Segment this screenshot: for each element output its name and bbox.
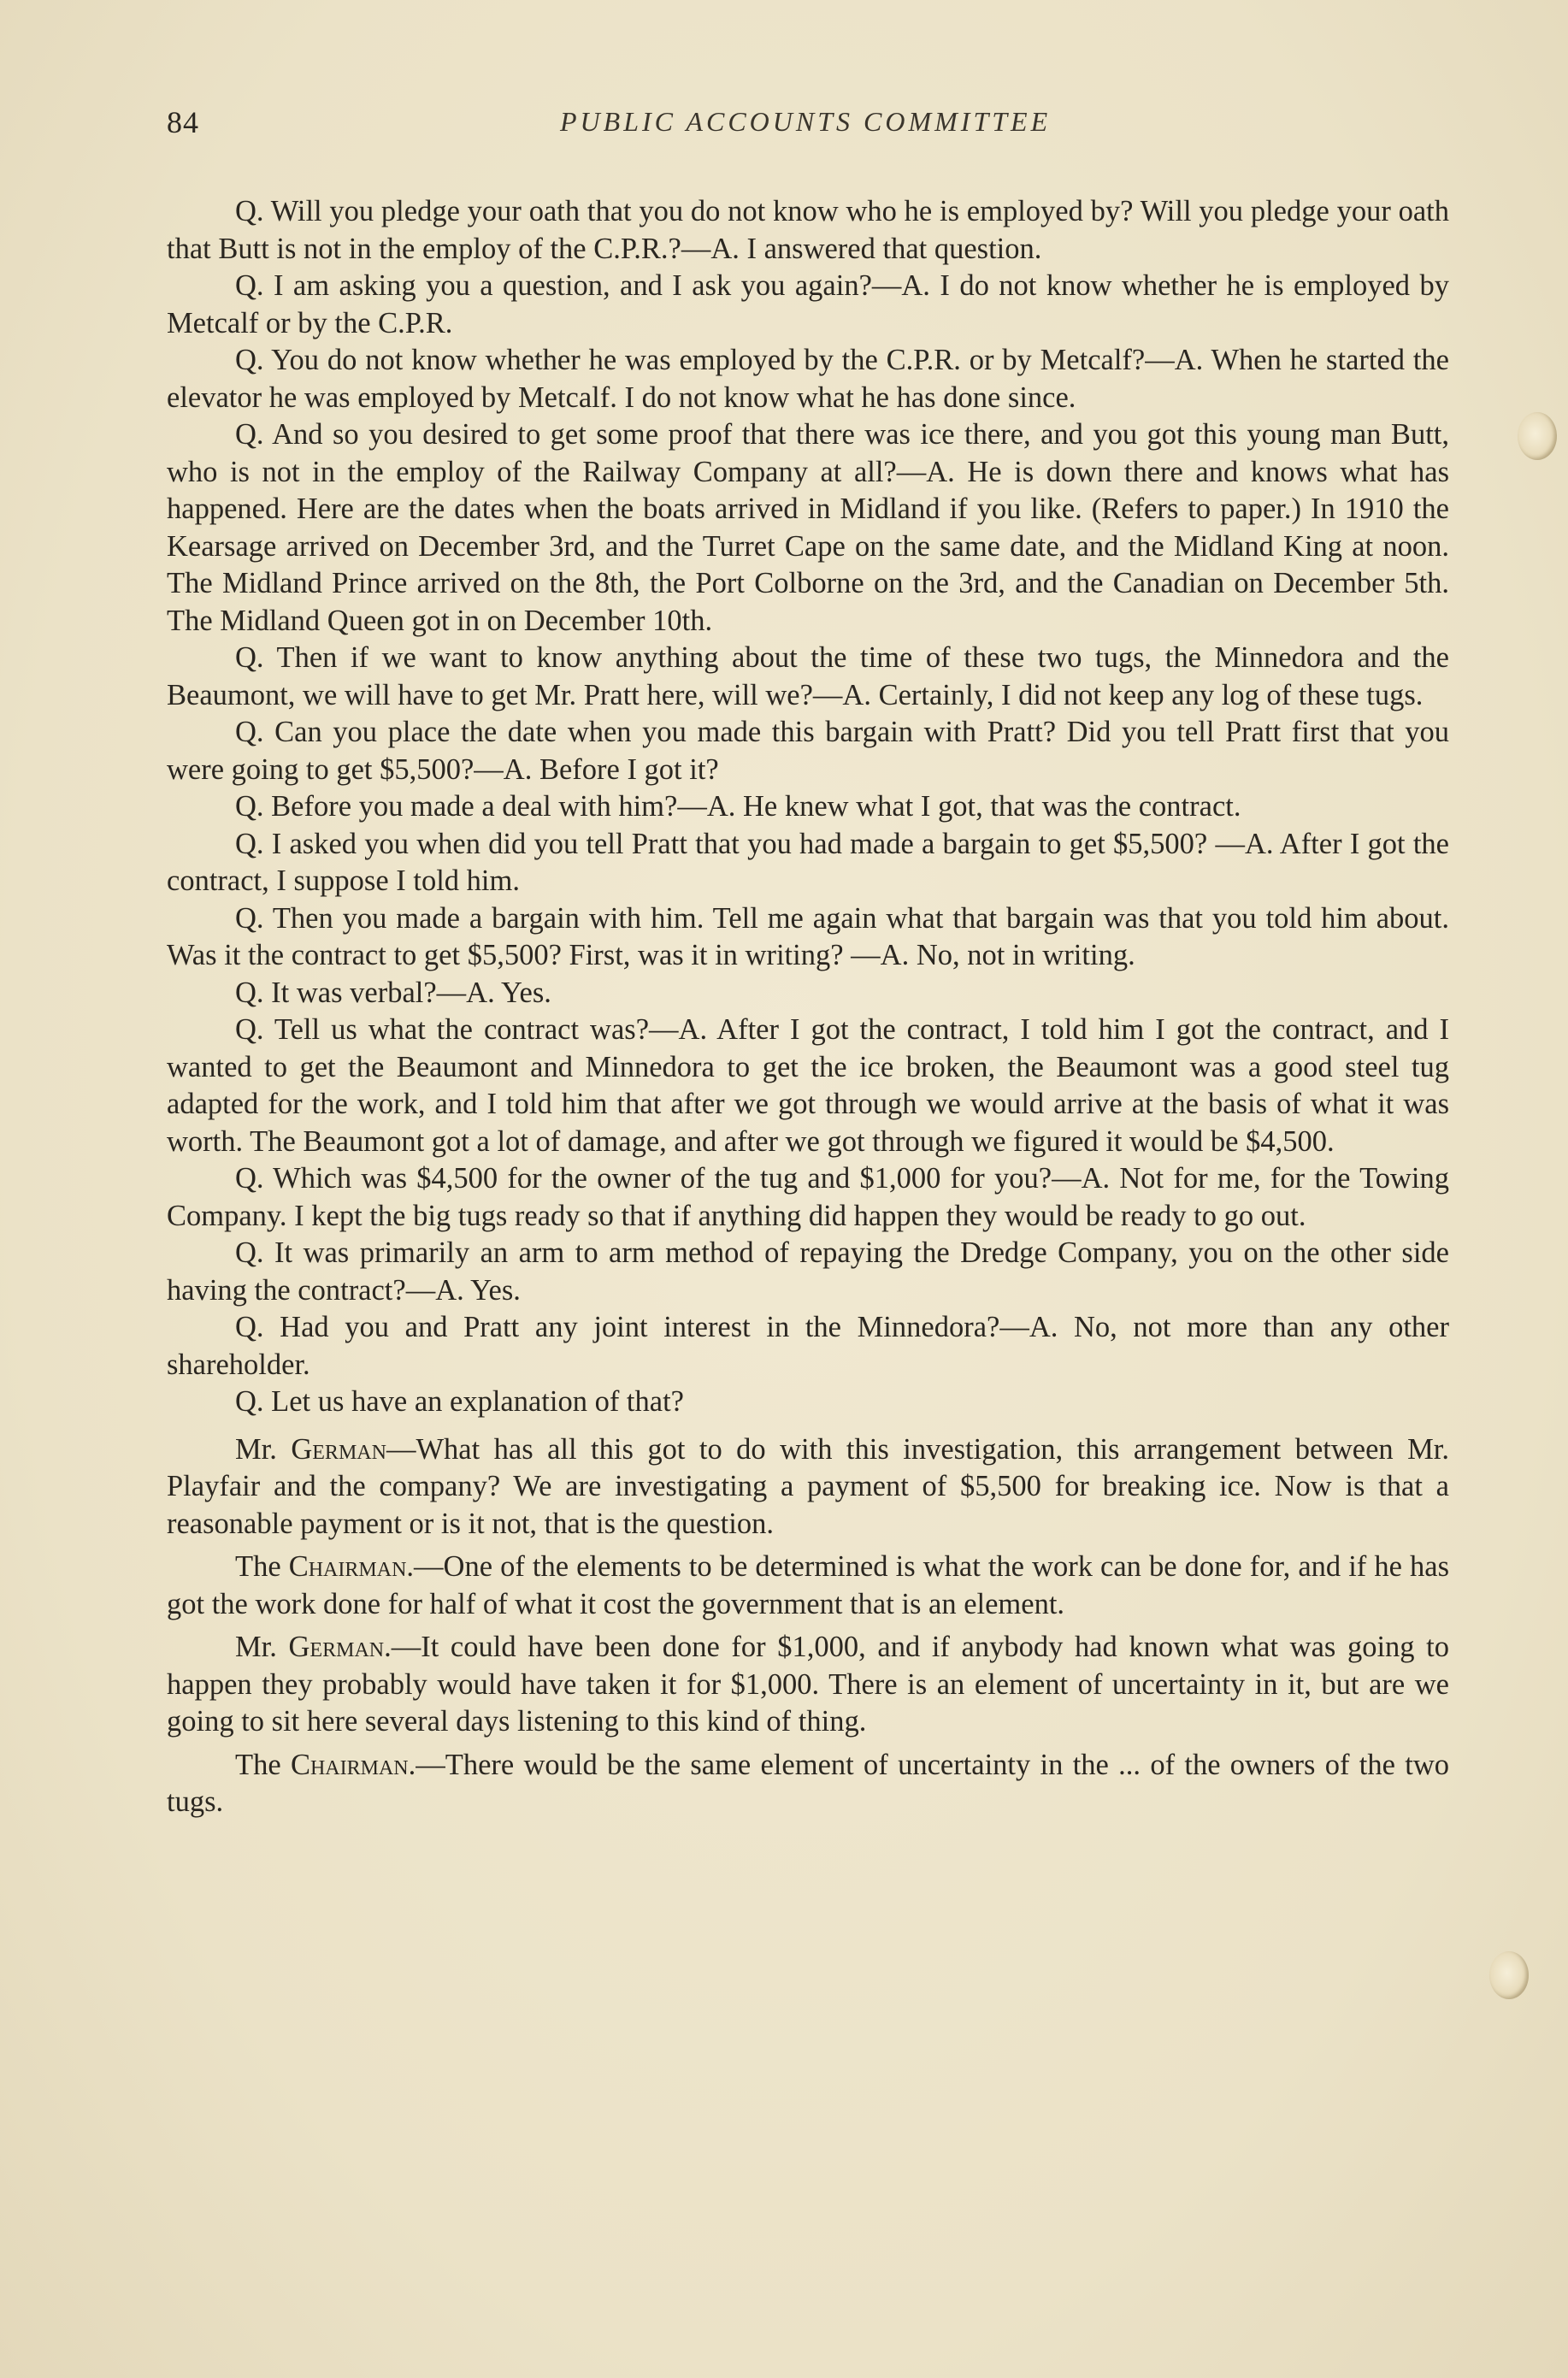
speaker-prefix: Mr. [235,1432,292,1466]
speaker-name: German [288,1631,385,1663]
speech-text: .—There would be the same element of uncertainty in the ... of the owners of the two tugs. [167,1748,1449,1818]
page-header [167,104,1449,156]
paragraph: Q. Which was $4,500 for the owner of the tug and $1,000 for you?—A. Not for me, for the Towing Company. I kept the big tugs ready so that if anything did happen they would be ready to go out. [167,1162,1449,1232]
paragraph: Q. And so you desired to get some proof that there was ice there, and you got this young man Butt, who is not in the employ of the Railway Company at all?—A. He is down there and knows what has happened. Here are the dates when the boats arrived in Midland if you like. (Refers to paper.) In 1910 the Kearsage arrived on December 3rd, and the Turret Cape on the same date, and the Midland King at noon. The Midland Prince arrived on the 8th, the Port Colborne on the 3rd, and the Canadian on December 5th. The Midland Queen got in on December 10th. [167,418,1449,637]
paragraph: Q. Before you made a deal with him?—A. He knew what I got, that was the contract. [235,790,1241,823]
paragraph: Q. Then if we want to know anything about the time of these two tugs, the Minnedora and the Beaumont, we will have to get Mr. Pratt here, will we?—A. Certainly, I did not keep any log of these tugs. [167,641,1449,711]
paragraph: Q. I am asking you a question, and I ask you again?—A. I do not know whether he is employed by Metcalf or by the C.P.R. [167,269,1449,339]
paragraph: Q. Tell us what the contract was?—A. After I got the contract, I told him I got the contract, and I wanted to get the Beaumont and Minnedora to get the ice broken, the Beaumont was a good steel tug adapted for the work, and I told him that after we got through we would arrive at the basis of what it was worth. The Beaumont got a lot of damage, and after we got through we figured it would be $4,500. [167,1013,1449,1158]
speech-paragraph [167,1747,1449,1821]
speech-text: .—It could have been done for $1,000, and if anybody had known what was going to happen they probably would have taken it for $1,000. There is an element of uncertainty in it, but are we going to sit here several days listening to this kind of thing. [167,1631,1449,1738]
binder-hole [1518,412,1557,460]
speaker-prefix: The [235,1748,291,1781]
paragraph: Q. Can you place the date when you made this bargain with Pratt? Did you tell Pratt first that you were going to get $5,500?—A. Before I got it? [167,716,1449,786]
paragraph: Q. It was verbal?—A. Yes. [235,976,551,1009]
paragraph: Q. Let us have an explanation of that? [235,1385,684,1418]
paragraph: Q. I asked you when did you tell Pratt that you had made a bargain to get $5,500? —A. After I got the contract, I suppose I told him. [167,827,1449,897]
speech-paragraph [167,1629,1449,1741]
binder-hole [1489,1951,1529,1999]
speech-text: .—One of the elements to be determined is what the work can be done for, and if he has got the work done for half of what it cost the government that is an element. [167,1550,1449,1620]
speaker-name: German [291,1432,386,1466]
speaker-name: Chairman [288,1550,407,1583]
paragraph: Q. You do not know whether he was employed by the C.P.R. or by Metcalf?—A. When he started the elevator he was employed by Metcalf. I do not know what he has done since. [167,344,1449,414]
speech-paragraph [167,1431,1449,1543]
running-head: PUBLIC ACCOUNTS COMMITTEE [560,106,1052,137]
speech-text: —What has all this got to do with this investigation, this arrangement between Mr. Playfair and the company? We are investigating a payment of $5,500 for breaking ice. Now is that a reasonable payment or is it not, that is the question. [167,1432,1449,1540]
paragraph: Q. Then you made a bargain with him. Tell me again what that bargain was that you told him about. Was it the contract to get $5,500? First, was it in writing? —A. No, not in writing. [167,901,1449,971]
page-number: 84 [167,105,199,139]
body-text [167,193,1449,1821]
speaker-prefix: Mr. [235,1631,289,1663]
paragraph: Q. Will you pledge your oath that you do not know who he is employed by? Will you pledge your oath that Butt is not in the employ of the C.P.R.?—A. I answered that question. [167,195,1449,265]
speech-paragraph [167,1549,1449,1623]
paragraph: Q. It was primarily an arm to arm method of repaying the Dredge Company, you on the other side having the contract?—A. Yes. [167,1236,1449,1307]
speaker-prefix: The [235,1550,289,1583]
paragraph: Q. Had you and Pratt any joint interest in the Minnedora?—A. No, not more than any other shareholder. [167,1311,1449,1381]
speaker-name: Chairman [290,1748,409,1781]
